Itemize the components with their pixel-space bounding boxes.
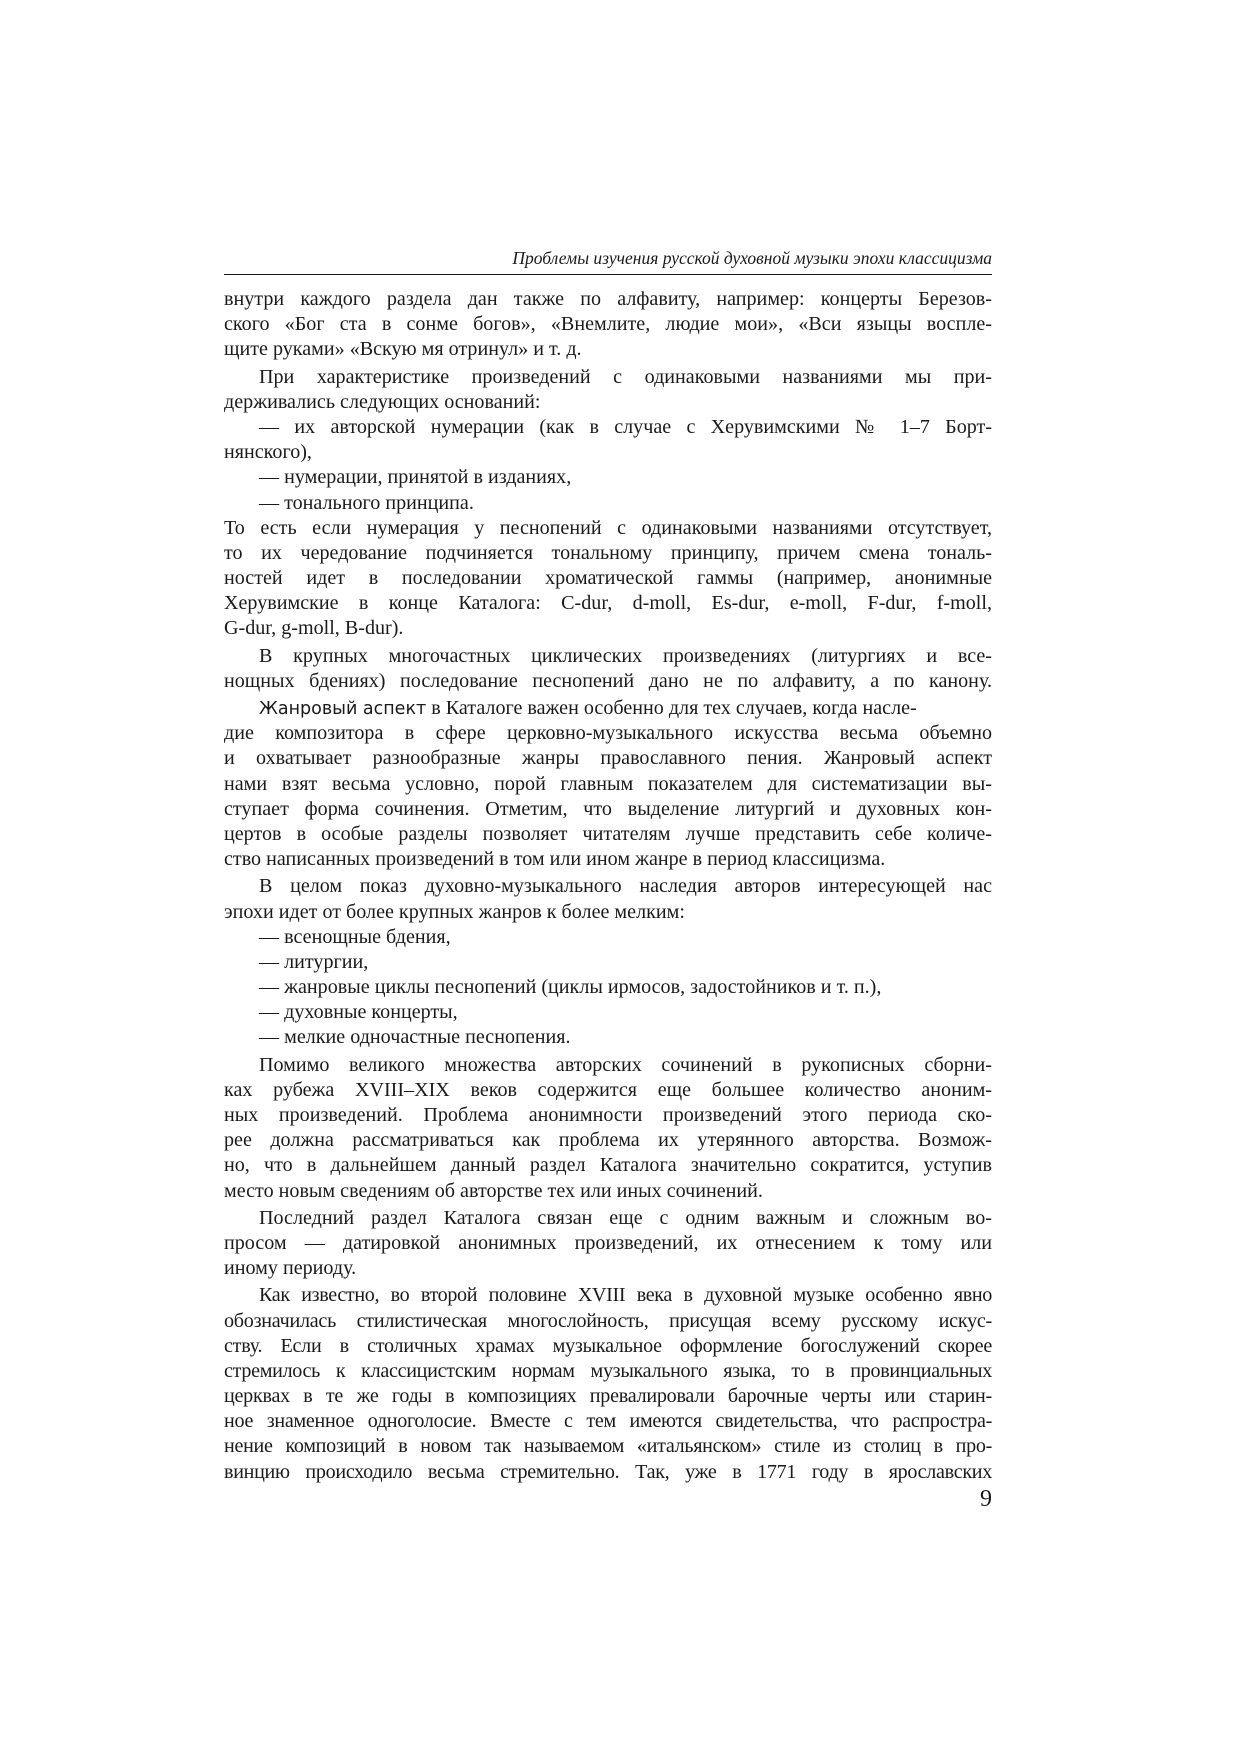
text-line: При характеристике произведений с одинаковыми названиями мы при-: [259, 365, 992, 388]
list-item: — их авторской нумерации (как в случае с Херувимскими № 1–7 Борт-: [259, 415, 992, 438]
text-line: ступает форма сочинения. Отметим, что выделение литургий и духовных кон-: [224, 797, 992, 820]
text-line: В целом показ духовно-музыкального наследия авторов интересующей нас: [259, 875, 992, 898]
text-line: рее должна рассматриваться как проблема их утерянного авторства. Возмож-: [224, 1129, 992, 1152]
text-line: Помимо великого множества авторских сочинений в рукописных сборни-: [259, 1053, 992, 1076]
text-line: [224, 696, 992, 721]
text-line: Херувимские в конце Каталога: C-dur, d-moll, Es-dur, e-moll, F-dur, f-moll,: [224, 592, 992, 615]
text-line: дие композитора в сфере церковно-музыкального искусства весьма объемно: [224, 722, 992, 745]
text-line: ностей идет в последовании хроматической гаммы (например, анонимные: [224, 567, 992, 590]
text-line: эпохи идет от более крупных жанров к более мелким:: [224, 900, 685, 923]
text-line: иному периоду.: [224, 1257, 357, 1280]
list-item: — мелкие одночастные песнопения.: [259, 1026, 571, 1049]
text-line: ского «Бог ста в сонме богов», «Внемлите, людие мои», «Вси языцы восплe-: [224, 313, 992, 336]
list-item: — литургии,: [259, 950, 369, 973]
text-line: нянского),: [224, 441, 312, 464]
text-line: нощных бдениях) последование песнопений дано не по алфавиту, а по канону.: [224, 669, 992, 692]
text-line: место новым сведениям об авторстве тех или иных сочинений.: [224, 1179, 763, 1202]
page-number: 9: [980, 1486, 992, 1512]
text-line: ках рубежа XVIII–XIX веков содержится еще большее количество аноним-: [224, 1078, 992, 1101]
body-text: [224, 287, 992, 1485]
text-line: просом — датировкой анонимных произведений, их отнесением к тому или: [224, 1231, 992, 1254]
text-line: внутри каждого раздела дан также по алфавиту, например: концерты Березов-: [224, 288, 992, 310]
text-line: держивались следующих оснований:: [224, 390, 541, 413]
text-line: щите руками» «Вскую мя отринул» и т. д.: [224, 338, 582, 361]
text-line: нение композиций в новом так называемом «итальянском» стиле из столиц в про-: [224, 1435, 992, 1458]
text-line: Последний раздел Каталога связан еще с одним важным и сложным во-: [259, 1206, 992, 1229]
running-head: Проблемы изучения русской духовной музыки эпохи классицизма: [512, 248, 992, 268]
text-line: ных произведений. Проблема анонимности произведений этого периода ско-: [224, 1104, 992, 1126]
text-line: церквах в те же годы в композициях превалировали барочные черты или старин-: [224, 1385, 992, 1408]
text-line: G-dur, g-moll, B-dur).: [224, 617, 404, 640]
text-line: стремилось к классицистским нормам музыкального языка, то в провинциальных: [224, 1359, 992, 1382]
text-line: но, что в дальнейшем данный раздел Каталога значительно сократится, уступив: [224, 1154, 992, 1177]
text-line: винцию происходило весьма стремительно. Так, уже в 1771 году в ярославских: [224, 1460, 992, 1483]
text-line: ству. Если в столичных храмах музыкальное оформление богослужений скорее: [224, 1334, 992, 1357]
text-line: обозначилась стилистическая многослойность, присущая всему русскому искус-: [224, 1309, 992, 1332]
text-line: В крупных многочастных циклических произведениях (литургиях и все-: [259, 644, 992, 667]
text-line-rest: в Каталоге важен особенно для тех случаев, когда насле-: [426, 697, 917, 719]
term-genre-aspect: Жанровый аспект: [259, 699, 427, 719]
text-line: Как известно, во второй половине XVIII века в духовной музыке особенно явно: [259, 1284, 992, 1307]
header-rule: [224, 274, 992, 275]
list-item: — всенощные бдения,: [259, 925, 451, 948]
list-item: — нумерации, принятой в изданиях,: [259, 466, 572, 489]
text-line: то их чередование подчиняется тональному принципу, причем смена тональ-: [224, 541, 992, 564]
text-line: цертов в особые разделы позволяет читателям лучше представить себе количе-: [224, 822, 992, 845]
list-item: — тонального принципа.: [259, 491, 474, 514]
list-item: — жанровые циклы песнопений (циклы ирмосов, задостойников и т. п.),: [259, 976, 882, 999]
text-line: и охватывает разнообразные жанры православного пения. Жанровый аспект: [224, 747, 992, 770]
text-line: нами взят весьма условно, порой главным показателем для систематизации вы-: [224, 772, 992, 795]
list-item: — духовные концерты,: [259, 1001, 458, 1024]
text-line: То есть если нумерация у песнопений с одинаковыми названиями отсутствует,: [224, 516, 992, 539]
text-line: ное знаменное одноголосие. Вместе с тем имеются свидетельства, что распростра-: [224, 1410, 992, 1433]
text-line: ство написанных произведений в том или ином жанре в период классицизма.: [224, 848, 886, 871]
